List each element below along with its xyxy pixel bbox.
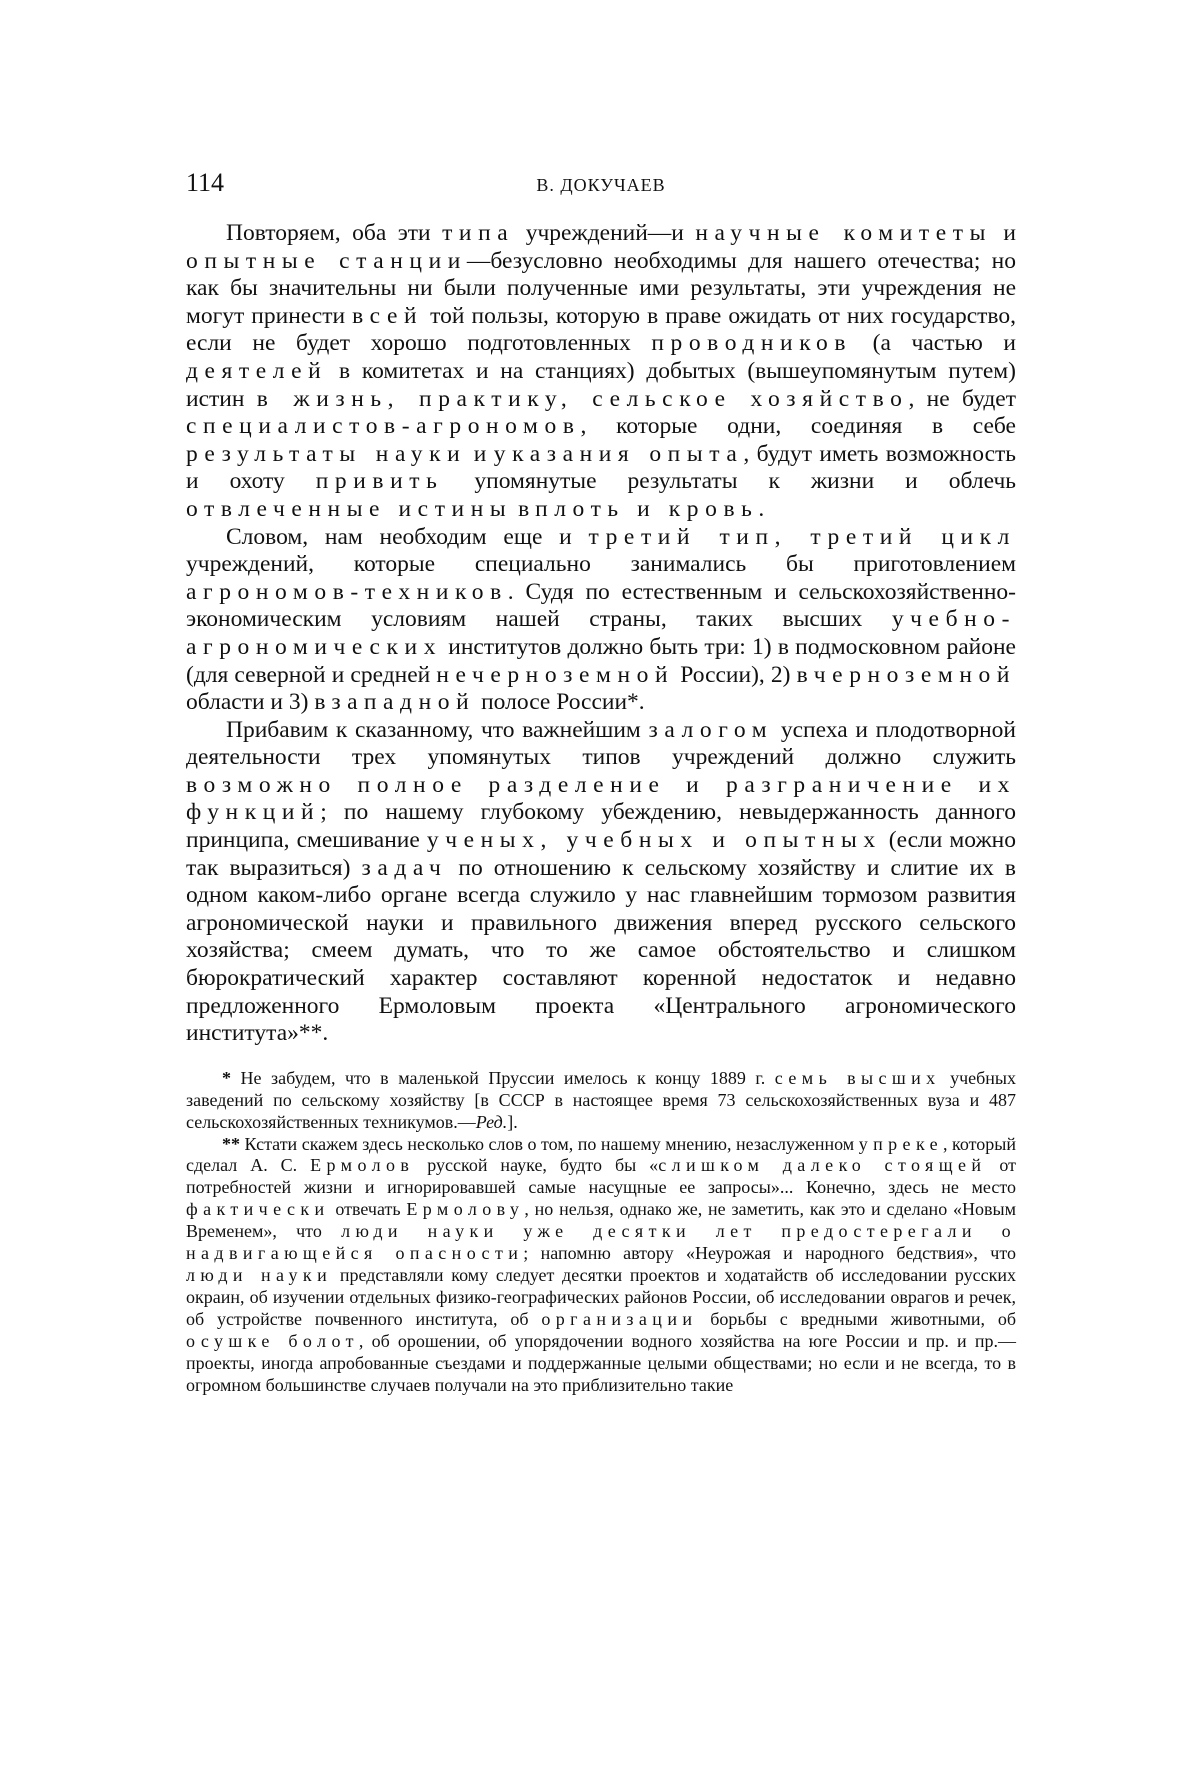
text-run: , не будет	[908, 386, 1016, 412]
text-run: русской науке, будто бы «	[414, 1155, 658, 1175]
spaced-emphasis: залогом	[648, 717, 773, 743]
spaced-emphasis: Ермолов	[310, 1155, 414, 1175]
text-run: Прибавим к сказанному, что важнейшим	[226, 717, 648, 743]
footnote	[186, 1068, 1016, 1134]
text-run: .	[758, 496, 764, 522]
text-run: , который сделал А. С.	[186, 1134, 1016, 1176]
spaced-emphasis: третий тип, третий цикл	[588, 524, 1016, 550]
text-run: успеха и плодотворной деятельности трех упомянутых типов учреждений должно служить	[186, 717, 1016, 771]
text-run: в	[512, 496, 535, 522]
text-run: представляли кому следует десятки проектов и ходатайств об исследовании русских окраин, об изучении отдельных физико-географических районов России, об исследовании оврагов и речек, об устройстве почвенного института, об	[186, 1265, 1016, 1329]
text-run: институтов должно быть три: 1) в подмосковном районе (для северной и средней	[186, 634, 1016, 688]
spaced-emphasis: ученых, учебных и опытных	[427, 827, 882, 853]
paragraph	[186, 717, 1016, 1048]
spaced-emphasis: всей	[352, 303, 423, 329]
text-run: отвечать	[330, 1199, 407, 1219]
footnote-mark: **	[222, 1134, 240, 1154]
spaced-emphasis: плоть и кровь	[535, 496, 758, 522]
italic-text: Ред.	[476, 1112, 508, 1132]
text-run: , об орошении, об упорядочении водного хозяйства на юге России и пр. и пр.—проекты, иногда апробованные съездами и поддержанные целыми обществами; но если и не всегда, то в огромном большинстве случаев получали на это приблизительно такие	[186, 1331, 1016, 1395]
spaced-emphasis: в жизнь, практику, сельское хозяйство	[257, 386, 909, 412]
text-run: Кстати скажем здесь несколько слов о том, по нашему мнению, незаслуженном	[245, 1134, 859, 1154]
spaced-emphasis: семь высших	[775, 1068, 941, 1088]
text-run: полосе России*.	[475, 689, 644, 715]
spaced-emphasis: черноземной	[814, 662, 1016, 688]
spaced-emphasis: агрономов-техников	[186, 579, 508, 605]
running-title: В. ДОКУЧАЕВ	[266, 175, 936, 196]
paragraph	[186, 524, 1016, 717]
text-run: ].	[507, 1112, 518, 1132]
footnote	[186, 1134, 1016, 1397]
text-run: упомянутые результаты к жизни и облечь	[443, 468, 1016, 494]
spaced-emphasis: научные комитеты	[695, 220, 992, 246]
spaced-emphasis: отвлеченные истины	[186, 496, 512, 522]
spaced-emphasis: слишком далеко стоящей	[658, 1155, 986, 1175]
text-run: (а частью и	[852, 330, 1016, 356]
text-run: Повторяем, оба эти	[226, 220, 442, 246]
spaced-emphasis: нечерноземной	[436, 662, 674, 688]
spaced-emphasis: люди науки уже десятки лет предостерегали о надвигающейся опасности	[186, 1221, 1016, 1263]
spaced-emphasis: возможно полное разделение и разграничение их функций	[186, 772, 1016, 826]
spaced-emphasis: задач	[361, 855, 447, 881]
text-run: ; напомню автору «Неурожая и народного бедствия», что	[523, 1243, 1016, 1263]
page-header	[186, 168, 1016, 208]
main-text	[186, 220, 1016, 1048]
text-run: и	[992, 220, 1016, 246]
text-run: в комитетах и на станциях) добытых (вышеупомянутым путем) истин	[186, 358, 1016, 412]
text-run: Словом, нам необходим еще и	[226, 524, 588, 550]
spaced-emphasis: люди науки	[186, 1265, 332, 1285]
page-number: 114	[186, 168, 266, 198]
spaced-emphasis: фактически	[186, 1199, 330, 1219]
text-run: . Судя по естественным и сельскохозяйственно-экономическим условиям нашей страны, таких высших	[186, 579, 1016, 633]
spaced-emphasis: учебно-агрономических	[186, 606, 1016, 660]
spaced-emphasis: результаты науки	[186, 441, 466, 467]
book-page	[186, 168, 1016, 1396]
paragraph	[186, 220, 1016, 524]
text-run: и	[466, 441, 493, 467]
text-run: , будут иметь возможность и охоту	[186, 441, 1016, 495]
text-run: борьбы с вредными животными, об	[697, 1309, 1016, 1329]
text-run: той пользы, которую в праве ожидать от них государство, если не будет хорошо подготовленных	[186, 303, 1016, 357]
spaced-emphasis: специалистов-агрономов	[186, 413, 581, 439]
footnote-mark: *	[222, 1068, 231, 1088]
text-run: —безусловно необходимы для нашего отечества; но как бы значительны ни были полученные ими результаты, эти учреждения не могут принести	[186, 248, 1016, 329]
text-run: учреждений, которые специально занимались бы приготовлением	[186, 551, 1016, 577]
spaced-emphasis: деятелей	[186, 358, 327, 384]
spaced-emphasis: организации	[541, 1309, 697, 1329]
footnotes	[186, 1068, 1016, 1397]
text-run: ; по нашему глубокому убеждению, невыдержанность данного принципа, смешивание	[186, 799, 1016, 853]
text-run: Не забудем, что в маленькой Пруссии имелось к концу 1889 г.	[241, 1068, 775, 1088]
text-run: учреждений—и	[514, 220, 695, 246]
text-run: от потребностей жизни и игнорировавшей самые насущные ее запросы»... Конечно, здесь не место	[186, 1155, 1016, 1197]
spaced-emphasis: проводников	[651, 330, 852, 356]
spaced-emphasis: осушке болот	[186, 1331, 359, 1351]
spaced-emphasis: привить	[316, 468, 444, 494]
text-run: по отношению к сельскому хозяйству и слитие их в одном каком-либо органе всегда служило у нас главнейшим тормозом развития агрономической науки и правильного движения вперед русского сельского хозяйства; смеем думать, что то же самое обстоятельство и слишком бюрократический характер составляют коренной недостаток и недавно предложенного Ермоловым проекта «Центрального агрономического института»**.	[186, 855, 1016, 1047]
spaced-emphasis: западной	[331, 689, 475, 715]
text-run: России), 2) в	[674, 662, 814, 688]
spaced-emphasis: опытные станции	[186, 248, 467, 274]
text-run: (если можно так выразиться)	[186, 827, 1016, 881]
text-run: , но нельзя, однако же, не заметить, как это и сделано «Новым Временем», что	[186, 1199, 1016, 1241]
spaced-emphasis: упреке	[859, 1134, 943, 1154]
spaced-emphasis: указания опыта	[494, 441, 744, 467]
spaced-emphasis: Ермолову	[406, 1199, 524, 1219]
text-run: , которые одни, соединяя в себе	[581, 413, 1016, 439]
text-run: области и 3) в	[186, 689, 331, 715]
spaced-emphasis: типа	[442, 220, 514, 246]
text-run: учебных заведений по сельскому хозяйству [в СССР в настоящее время 73 сельскохозяйственных вуза и 487 сельскохозяйственных техникумов.—	[186, 1068, 1016, 1132]
